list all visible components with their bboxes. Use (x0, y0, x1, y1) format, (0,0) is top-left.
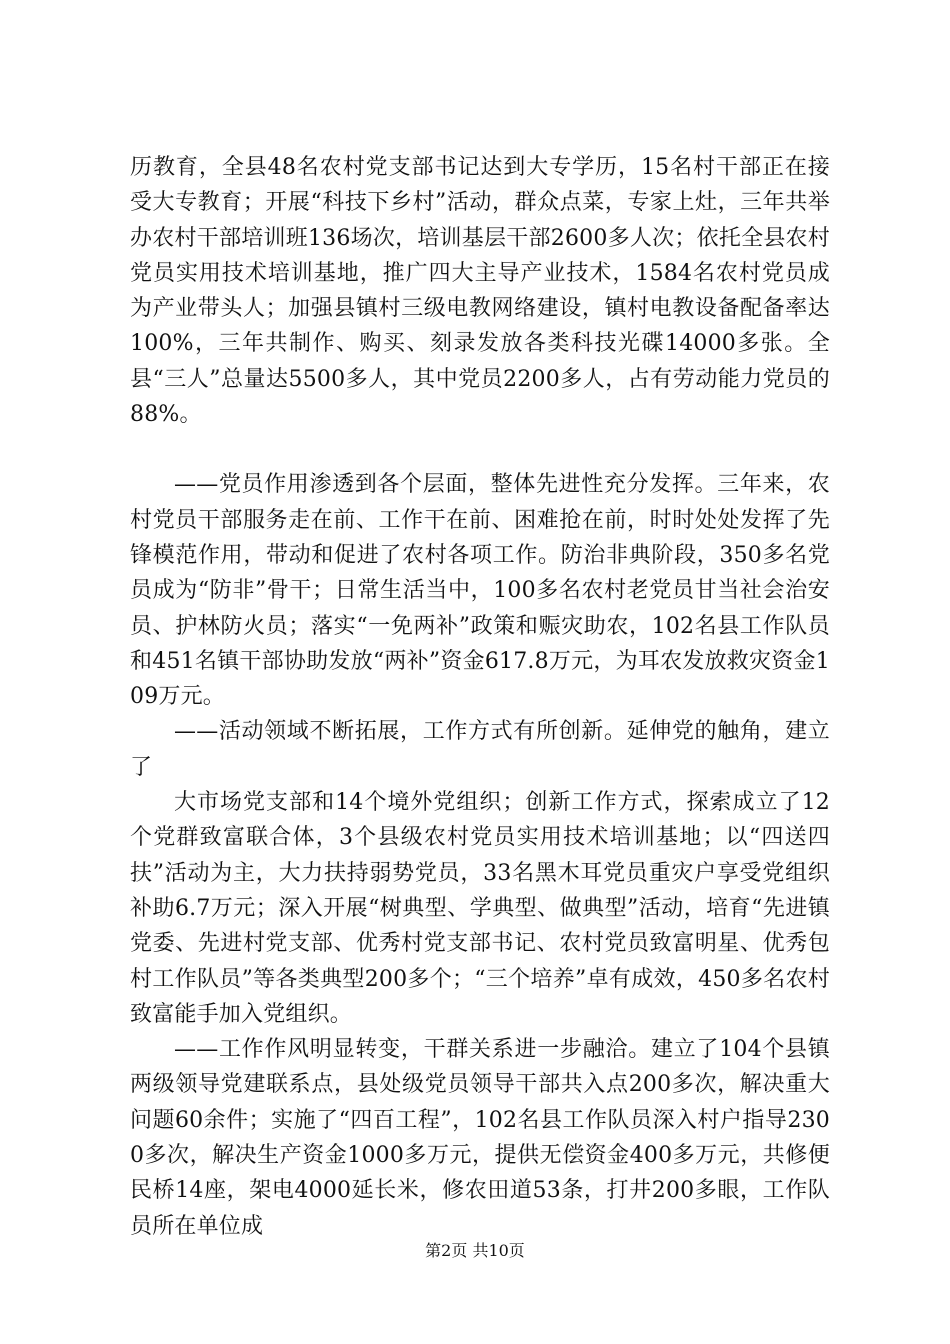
text-line: 万元。 (158, 684, 226, 710)
paragraph-party-member-role (130, 467, 830, 714)
text-line: “一免两补”政策和赈灾助农，102名县工作队员和451名镇干 (130, 613, 830, 674)
text-line: 防治非典阶段，350多名党员成为“防非”骨干；日常生活当 (130, 542, 830, 604)
text-line: 耳党员重灾户享受党组织补助6.7万元；深入开展“树典型、 (130, 860, 830, 921)
text-line: 200多次，解决重大问题60余件；实施了“四百工程”，102 (130, 1072, 830, 1133)
paragraph-activity-fields (130, 714, 830, 785)
text-line: 中，100多名农村老党员甘当社会治安员、护林防火员；落实 (130, 578, 830, 639)
text-line: 名县工作队员深入村户指导2300多次，解决生产资金1000多 (130, 1107, 830, 1169)
text-line: 2600多人次；依托全县农村党员实用技术培训基地，推广四大 (130, 225, 830, 286)
text-line: 富能手加入党组织。 (152, 1001, 353, 1027)
text-line: 立了12个党群致富联合体，3个县级农村党员实用技术培训基 (130, 790, 831, 851)
text-line: 年来，农村党员干部服务走在前、工作干在前、困难抢在前， (130, 472, 830, 533)
text-line: 达5500多人，其中党员2200多人，占有劳动能力党员的88%。 (130, 366, 830, 428)
text-line: 地；以“四送四扶”活动为主，大力扶持弱势党员，33名黑木 (130, 825, 830, 886)
text-line: 历教育，全县48名农村党支部书记达到大专学历，15名村干部 (130, 155, 762, 180)
text-line: 大市场党支部和14个境外党组织；创新工作方式，探索成 (174, 790, 756, 816)
text-line: 学典型、做典型”活动，培育“先进镇党委、先进村党支部、 (130, 895, 830, 957)
paragraph-work-style (130, 1032, 830, 1244)
page-number-footer: 第2页 共10页 (425, 1241, 525, 1260)
text-line: 正在接受大专教育；开展“科技下乡村”活动，群众点菜，专 (130, 155, 830, 216)
text-line: 优秀村党支部书记、农村党员致富明星、优秀包村工作队员” (130, 931, 830, 992)
text-line: 104个县镇两级领导党建联系点，县处级党员领导干部共入点 (130, 1037, 830, 1098)
text-line: 家上灶，三年共举办农村干部培训班136场次，培训基层干部 (130, 190, 830, 251)
text-line: ——工作作风明显转变，干群关系进一步融洽。建立了 (174, 1037, 720, 1063)
text-line: 三级电教网络建设，镇村电教设备配备率达100%，三年共制作、 (130, 296, 830, 357)
text-line: 延长米，修农田道53条，打井200多眼，工作队员所在单位成 (130, 1178, 830, 1239)
text-line: 等各类典型200多个；“三个培养”卓有成效，450多名农村致 (130, 966, 830, 1027)
document-body (130, 150, 830, 1244)
text-line: ——党员作用渗透到各个层面，整体先进性充分发挥。三 (174, 472, 740, 498)
text-line: ——活动领域不断拓展，工作方式有所创新。延伸党的触 (174, 719, 740, 745)
text-line: 角，建立了 (130, 719, 830, 780)
paragraph-education (130, 150, 830, 432)
text-line: 主导产业技术，1584名农村党员成为产业带头人；加强县镇村 (130, 260, 830, 322)
paragraph-market-branches (130, 785, 830, 1032)
text-line: 购买、刻录发放各类科技光碟14000多张。全县“三人”总量 (130, 331, 830, 392)
text-line: 万元，提供无偿资金400多万元，共修便民桥14座，架电4000 (130, 1143, 830, 1204)
text-line: 部协助发放“两补”资金617.8万元，为耳农发放救灾资金109 (130, 648, 830, 710)
paragraph-spacer (130, 432, 830, 467)
text-line: 时时处处发挥了先锋模范作用，带动和促进了农村各项工作。 (130, 507, 830, 568)
